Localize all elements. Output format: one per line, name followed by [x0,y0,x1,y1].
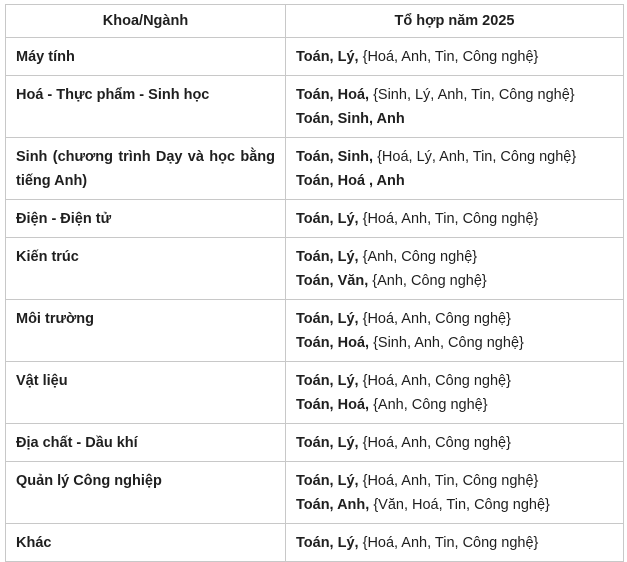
faculty-name: Hoá - Thực phẩm - Sinh học [6,76,286,138]
combination-line [296,431,613,455]
table-body [6,38,624,562]
optional-subjects: {Sinh, Anh, Công nghệ} [369,335,524,351]
subject-combinations [286,462,624,524]
combination-line [296,493,613,517]
combination-line [296,245,613,269]
header-faculty: Khoa/Ngành [6,5,286,38]
subject-combinations [286,138,624,200]
combination-line [296,307,613,331]
optional-subjects: {Anh, Công nghệ} [358,249,478,265]
subject-combinations [286,524,624,562]
table-row [6,300,624,362]
table-row [6,38,624,76]
required-subjects: Toán, Hoá , Anh [296,173,405,189]
required-subjects: Toán, Lý, [296,211,359,227]
required-subjects: Toán, Lý, [296,249,359,265]
admission-combinations-table [5,4,624,562]
combination-line [296,45,613,69]
faculty-name: Địa chất - Dầu khí [6,424,286,462]
faculty-name: Điện - Điện tử [6,200,286,238]
optional-subjects: {Anh, Công nghệ} [369,397,488,413]
required-subjects: Toán, Lý, [296,49,359,65]
optional-subjects: {Hoá, Anh, Tin, Công nghệ} [358,473,539,489]
optional-subjects: {Hoá, Anh, Công nghệ} [358,373,511,389]
combination-line [296,207,613,231]
table-row [6,362,624,424]
combination-line [296,469,613,493]
table-row [6,138,624,200]
subject-combinations [286,76,624,138]
faculty-name: Sinh (chương trình Dạy và học bằng tiếng Anh) [6,138,286,200]
required-subjects: Toán, Sinh, Anh [296,111,405,127]
subject-combinations [286,200,624,238]
required-subjects: Toán, Lý, [296,435,359,451]
table-header [6,5,624,38]
faculty-name: Khác [6,524,286,562]
optional-subjects: {Anh, Công nghệ} [368,273,487,289]
required-subjects: Toán, Văn, [296,273,369,289]
faculty-name: Môi trường [6,300,286,362]
table-row [6,462,624,524]
combination-line [296,107,613,131]
required-subjects: Toán, Lý, [296,373,359,389]
subject-combinations [286,38,624,76]
subject-combinations [286,424,624,462]
header-row [6,5,624,38]
faculty-name: Máy tính [6,38,286,76]
faculty-name: Quản lý Công nghiệp [6,462,286,524]
optional-subjects: {Văn, Hoá, Tin, Công nghệ} [369,497,550,513]
optional-subjects: {Sinh, Lý, Anh, Tin, Công nghệ} [369,87,575,103]
required-subjects: Toán, Anh, [296,497,370,513]
optional-subjects: {Hoá, Anh, Tin, Công nghệ} [358,535,539,551]
table-row [6,76,624,138]
combination-line [296,269,613,293]
optional-subjects: {Hoá, Anh, Công nghệ} [358,311,511,327]
subject-combinations [286,300,624,362]
optional-subjects: {Hoá, Anh, Tin, Công nghệ} [358,49,539,65]
required-subjects: Toán, Lý, [296,311,359,327]
table-row [6,238,624,300]
optional-subjects: {Hoá, Anh, Tin, Công nghệ} [358,211,539,227]
header-combinations: Tổ hợp năm 2025 [286,5,624,38]
required-subjects: Toán, Lý, [296,473,359,489]
combination-line [296,83,613,107]
faculty-name: Kiến trúc [6,238,286,300]
combination-line [296,369,613,393]
combination-line [296,393,613,417]
subject-combinations [286,238,624,300]
table-row [6,424,624,462]
required-subjects: Toán, Sinh, [296,149,374,165]
combination-line [296,169,613,193]
optional-subjects: {Hoá, Lý, Anh, Tin, Công nghệ} [373,149,577,165]
required-subjects: Toán, Lý, [296,535,359,551]
required-subjects: Toán, Hoá, [296,397,370,413]
table-row [6,200,624,238]
combination-line [296,145,613,169]
required-subjects: Toán, Hoá, [296,87,370,103]
combination-line [296,331,613,355]
optional-subjects: {Hoá, Anh, Công nghệ} [358,435,511,451]
required-subjects: Toán, Hoá, [296,335,370,351]
subject-combinations [286,362,624,424]
table-row [6,524,624,562]
faculty-name: Vật liệu [6,362,286,424]
